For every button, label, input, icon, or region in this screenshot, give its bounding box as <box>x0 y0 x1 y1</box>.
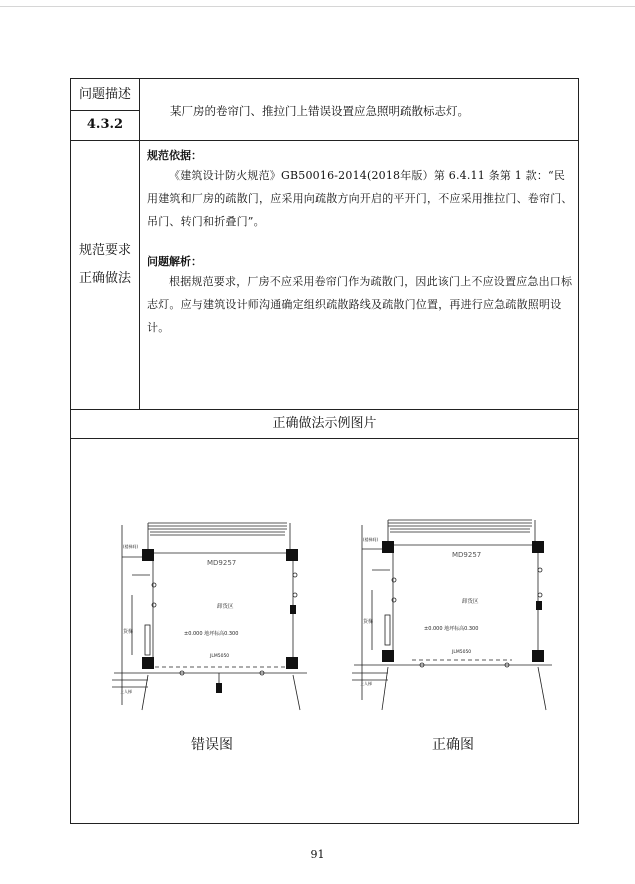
table-row-divider <box>70 140 579 141</box>
basis-text-body: 《建筑设计防火规范》GB50016-2014(2018年版）第 6.4.11 条第 1 款：“民用建筑和厂房的疏散门，应采用向疏散方向开启的平开门，不应采用推拉门、卷帘门、吊门、转门和折叠门”。 <box>147 169 573 228</box>
wrong-side-label-top: (楼梯间) <box>123 544 139 549</box>
wrong-side-label-mid: 货梯 <box>123 629 134 635</box>
spec-row-label-2: 正确做法 <box>78 271 131 286</box>
correct-side-label-bottom: 上人梯 <box>360 681 372 686</box>
table-row-divider <box>70 110 140 111</box>
problem-label: 问题描述 <box>78 87 131 102</box>
wrong-caption: 错误图 <box>191 737 233 753</box>
correct-room-label: 卸货区 <box>462 599 479 605</box>
spec-row-label-1: 规范要求 <box>78 243 131 258</box>
problem-text: 某厂房的卷帘门、推拉门上错误设置应急照明疏散标志灯。 <box>170 104 469 118</box>
correct-side-label-mid: 货梯 <box>363 619 374 625</box>
analysis-text <box>147 270 573 339</box>
correct-caption: 正确图 <box>432 737 474 753</box>
basis-text <box>147 164 573 233</box>
correct-door-code: MD9257 <box>452 551 482 559</box>
wrong-side-label-bottom: 上人梯 <box>120 689 132 694</box>
section-number: 4.3.2 <box>86 117 124 132</box>
wrong-elevation-label: ±0.000 地坪标高0.300 <box>184 631 239 637</box>
correct-side-label-top: (楼梯间) <box>363 537 379 542</box>
figure-title: 正确做法示例图片 <box>272 416 377 431</box>
wrong-floor-plan <box>112 515 307 715</box>
correct-shutter-label: JLM5050 <box>452 650 472 655</box>
page-top-rule <box>0 6 635 7</box>
wrong-shutter-label: JLM5050 <box>210 654 230 659</box>
correct-floor-plan <box>352 515 552 715</box>
table-row-divider <box>70 409 579 410</box>
analysis-text-body: 根据规范要求，厂房不应采用卷帘门作为疏散门，因此该门上不应设置应急出口标志灯。应与建筑设计师沟通确定组织疏散路线及疏散门位置，再进行应急疏散照明设计。 <box>147 275 573 334</box>
page-number: 91 <box>310 848 325 861</box>
correct-elevation-label: ±0.000 地坪标高0.300 <box>424 626 479 632</box>
wrong-door-code: MD9257 <box>207 559 237 567</box>
basis-title: 规范依据： <box>147 149 202 162</box>
table-row-divider <box>70 438 579 439</box>
analysis-title: 问题解析： <box>147 255 202 268</box>
wrong-room-label: 卸货区 <box>217 604 234 610</box>
